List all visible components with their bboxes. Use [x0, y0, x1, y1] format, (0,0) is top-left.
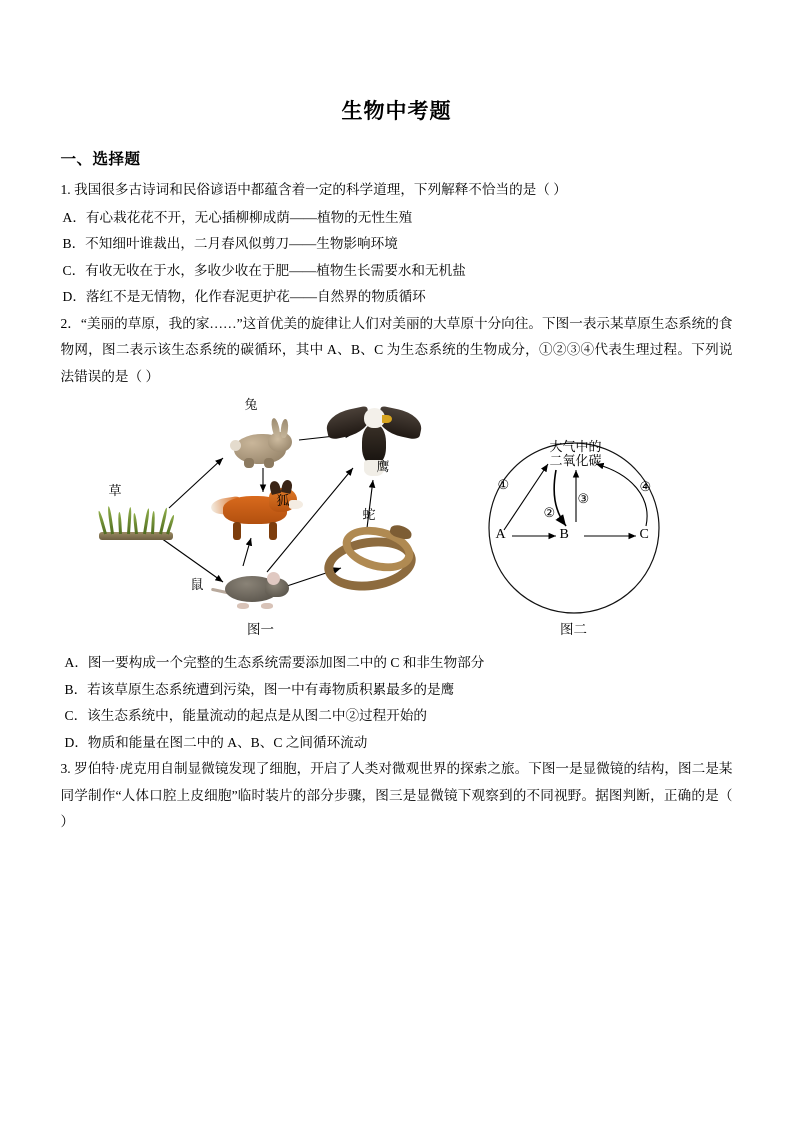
question-2-option-b: B．若该草原生态系统遭到污染，图一中有毒物质积累最多的是鹰 [64, 681, 455, 697]
question-2-stem: 2．“美丽的草原，我的家……”这首优美的旋律让人们对美丽的大草原十分向往。下图一表示某草原生态系统的食物网，图二表示该生态系统的碳循环，其中 A、B、C 为生态系统的生物成分，①②③④代表生理过程。下列说法错误的是（ ） [60, 315, 733, 384]
page-title: 生物中考题 [341, 99, 452, 123]
label-c: C [639, 527, 649, 542]
question-2-figures [61, 396, 733, 646]
fox-illustration [211, 478, 311, 540]
label-process-4: ④ [639, 479, 652, 494]
question-1-stem: 1. 我国很多古诗词和民俗谚语中都蕴含着一定的科学道理，下列解释不恰当的是（ ） [60, 182, 567, 197]
figure-two-carbon-cycle [456, 418, 706, 646]
label-grass: 草 [108, 483, 122, 498]
section-heading-choice: 一、选择题 [60, 151, 141, 168]
question-1-option-c: C．有收无收在于水，多收少收在于肥——植物生长需要水和无机盐 [62, 262, 466, 278]
mouse-illustration [211, 564, 303, 614]
question-3 [61, 756, 733, 836]
label-b: B [559, 527, 569, 542]
figure-two-caption: 图二 [560, 622, 587, 637]
label-process-1: ① [497, 477, 510, 492]
question-2 [61, 311, 733, 757]
question-1-option-d: D．落红不是无情物，化作春泥更护花——自然界的物质循环 [62, 289, 426, 304]
eagle-illustration [326, 402, 422, 480]
document-body [61, 125, 733, 836]
question-1 [61, 177, 733, 311]
label-atmosphere-line1: 大气中的 [549, 439, 602, 454]
snake-illustration [316, 524, 418, 580]
question-2-option-c: C．该生态系统中，能量流动的起点是从图二中②过程开始的 [64, 708, 428, 723]
label-atmosphere-line2: 二氧化碳 [549, 453, 602, 468]
grass-illustration [99, 506, 173, 540]
label-eagle: 鹰 [376, 459, 390, 474]
label-snake: 蛇 [362, 507, 376, 522]
question-1-option-a: A．有心栽花花不开，无心插柳柳成荫——植物的无性生殖 [62, 209, 413, 225]
question-2-option-d: D．物质和能量在图二中的 A、B、C 之间循环流动 [64, 734, 368, 750]
figure-one-food-web [91, 396, 421, 646]
label-rabbit: 兔 [244, 397, 258, 412]
label-mouse: 鼠 [190, 577, 204, 592]
question-3-stem: 3. 罗伯特·虎克用自制显微镜发现了细胞，开启了人类对微观世界的探索之旅。下图一是显微镜的结构，图二是某同学制作“人体口腔上皮细胞”临时装片的部分步骤，图三是显微镜下观察到的不同视野。据图判断，正确的是（ ） [60, 761, 733, 829]
figure-one-caption: 图一 [247, 622, 274, 637]
label-process-2: ② [543, 505, 556, 520]
question-1-option-b: B．不知细叶谁裁出，二月春风似剪刀——生物影响环境 [62, 236, 398, 251]
label-a: A [495, 527, 506, 542]
question-2-option-a: A．图一要构成一个完整的生态系统需要添加图二中的 C 和非生物部分 [64, 655, 485, 670]
label-process-3: ③ [577, 491, 590, 506]
rabbit-illustration [224, 418, 296, 470]
label-fox: 狐 [276, 493, 290, 508]
